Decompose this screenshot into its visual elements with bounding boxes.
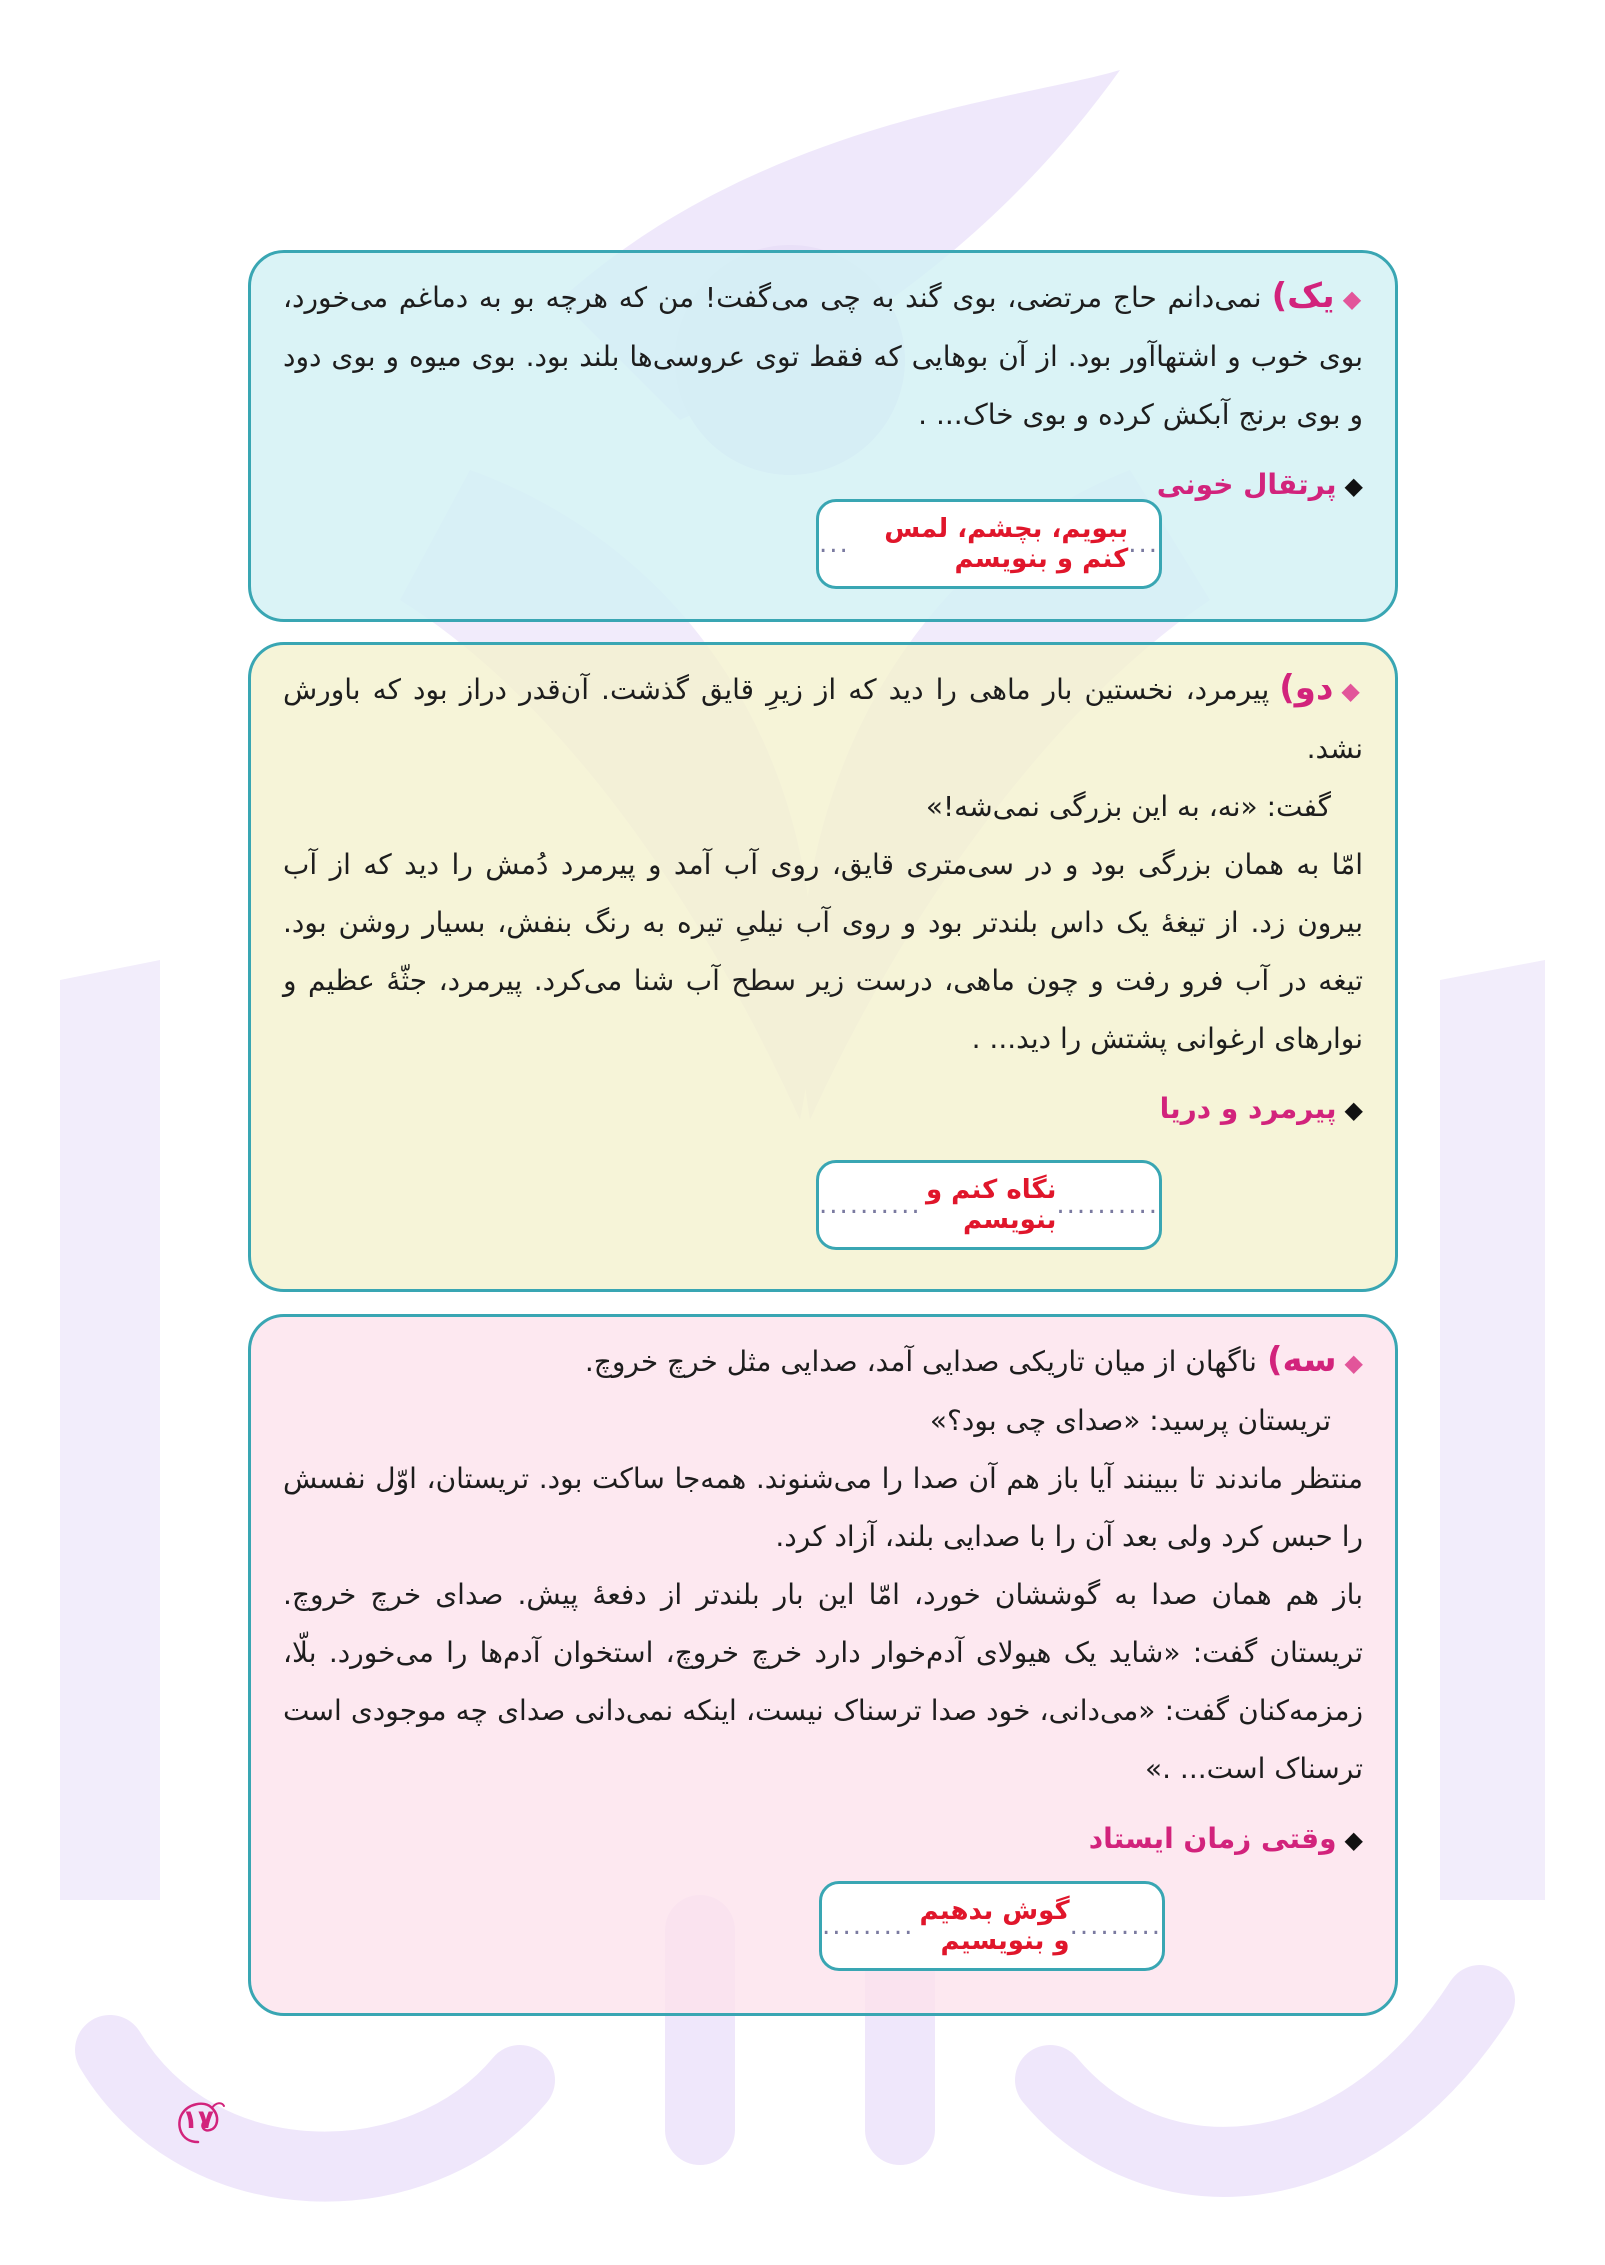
- dots-decoration: ...: [819, 529, 850, 559]
- page-number: [168, 2090, 228, 2150]
- diamond-bullet-icon: ◆: [1344, 472, 1363, 500]
- dots-decoration: .........: [1069, 1911, 1162, 1941]
- task-label-box: [819, 1881, 1165, 1971]
- section-paragraph: منتظر ماندند تا ببینند آیا باز هم آن صدا را می‌شنوند. همه‌جا ساکت بود. تریستان، اوّل نفسش را حبس کرد ولی بعد آن را با صدایی بلند، آزاد کرد.: [283, 1462, 1363, 1553]
- dots-decoration: .........: [822, 1911, 915, 1941]
- task-label-box: [816, 499, 1162, 589]
- section-box-three: [248, 1314, 1398, 2016]
- diamond-bullet-icon: ◆: [1344, 1826, 1363, 1854]
- diamond-bullet-icon: ◆: [1344, 1349, 1363, 1377]
- task-label: ببویم، بچشم، لمس کنم و بنویسم: [884, 514, 1129, 574]
- source-title: [283, 1080, 1363, 1139]
- diamond-bullet-icon: ◆: [1341, 677, 1363, 705]
- source-title-text: پیرمرد و دریا: [1159, 1092, 1337, 1125]
- source-title-text: وقتی زمان ایستاد: [1088, 1822, 1337, 1855]
- source-title: [283, 1810, 1363, 1869]
- task-label: نگاه کنم و بنویسم: [925, 1175, 1057, 1235]
- source-title-text: پرتقال خونی: [1156, 468, 1337, 501]
- dots-decoration: ..........: [819, 1190, 922, 1220]
- section-paragraph: باز هم همان صدا به گوششان خورد، امّا این بار بلندتر از دفعهٔ پیش. صدای خرچ خروچ. تریستان گفت: «شاید یک هیولای آدم‌خوار دارد خرچ خروچ، استخوان آدم‌ها را می‌خورد. بلّا، زمزمه‌کنان گفت: «می‌دانی، خود صدا ترسناک نیست، اینکه نمی‌دانی صدای چه موجودی است ترسناک است... .»: [283, 1578, 1363, 1785]
- task-label: گوش بدهیم و بنویسیم: [919, 1896, 1070, 1956]
- section-paragraph: گفت: «نه، به این بزرگی نمی‌شه!»: [925, 790, 1331, 823]
- section-box-two: [248, 642, 1398, 1292]
- section-content: [283, 267, 1363, 515]
- section-number: سه): [1266, 1340, 1337, 1380]
- dots-decoration: ..........: [1056, 1190, 1159, 1220]
- section-number: یک): [1271, 276, 1335, 316]
- diamond-bullet-icon: ◆: [1342, 285, 1363, 313]
- section-box-one: [248, 250, 1398, 622]
- section-paragraph: نمی‌دانم حاج مرتضی، بوی گند به چی می‌گفت! من که هرچه بو به دماغم می‌خورد، بوی خوب و اشتهاآور بود. از آن بوهایی که فقط توی عروسی‌ها بلند بود. بوی میوه و بوی دود و بوی برنج آبکش کرده و بوی خاک... .: [283, 281, 1363, 431]
- page-number-text: ۱۷: [182, 2105, 214, 2135]
- section-paragraph: تریستان پرسید: «صدای چی بود؟»: [929, 1404, 1331, 1437]
- section-content: [283, 1331, 1363, 1869]
- diamond-bullet-icon: ◆: [1344, 1096, 1363, 1124]
- dots-decoration: ...: [1128, 529, 1159, 559]
- section-paragraph: امّا به همان بزرگی بود و در سی‌متری قایق، روی آب آمد و پیرمرد دُمش را دید که از آب بیرون زد. از تیغهٔ یک داس بلندتر بود و روی آب نیلیِ تیره به رنگ بنفش، بسیار روشن بود. تیغه در آب فرو رفت و چون ماهی، درست زیر سطح آب شنا می‌کرد. پیرمرد، جثّهٔ عظیم و نوارهای ارغوانی پشتش را دید... .: [283, 848, 1363, 1055]
- section-paragraph: پیرمرد، نخستین بار ماهی را دید که از زیرِ قایق گذشت. آن‌قدر دراز بود که باورش نشد.: [283, 673, 1363, 765]
- task-label-box: [816, 1160, 1162, 1250]
- section-paragraph: ناگهان از میان تاریکی صدایی آمد، صدایی مثل خرچ خروچ.: [584, 1345, 1257, 1378]
- section-number: دو): [1279, 668, 1334, 708]
- section-content: [283, 659, 1363, 1139]
